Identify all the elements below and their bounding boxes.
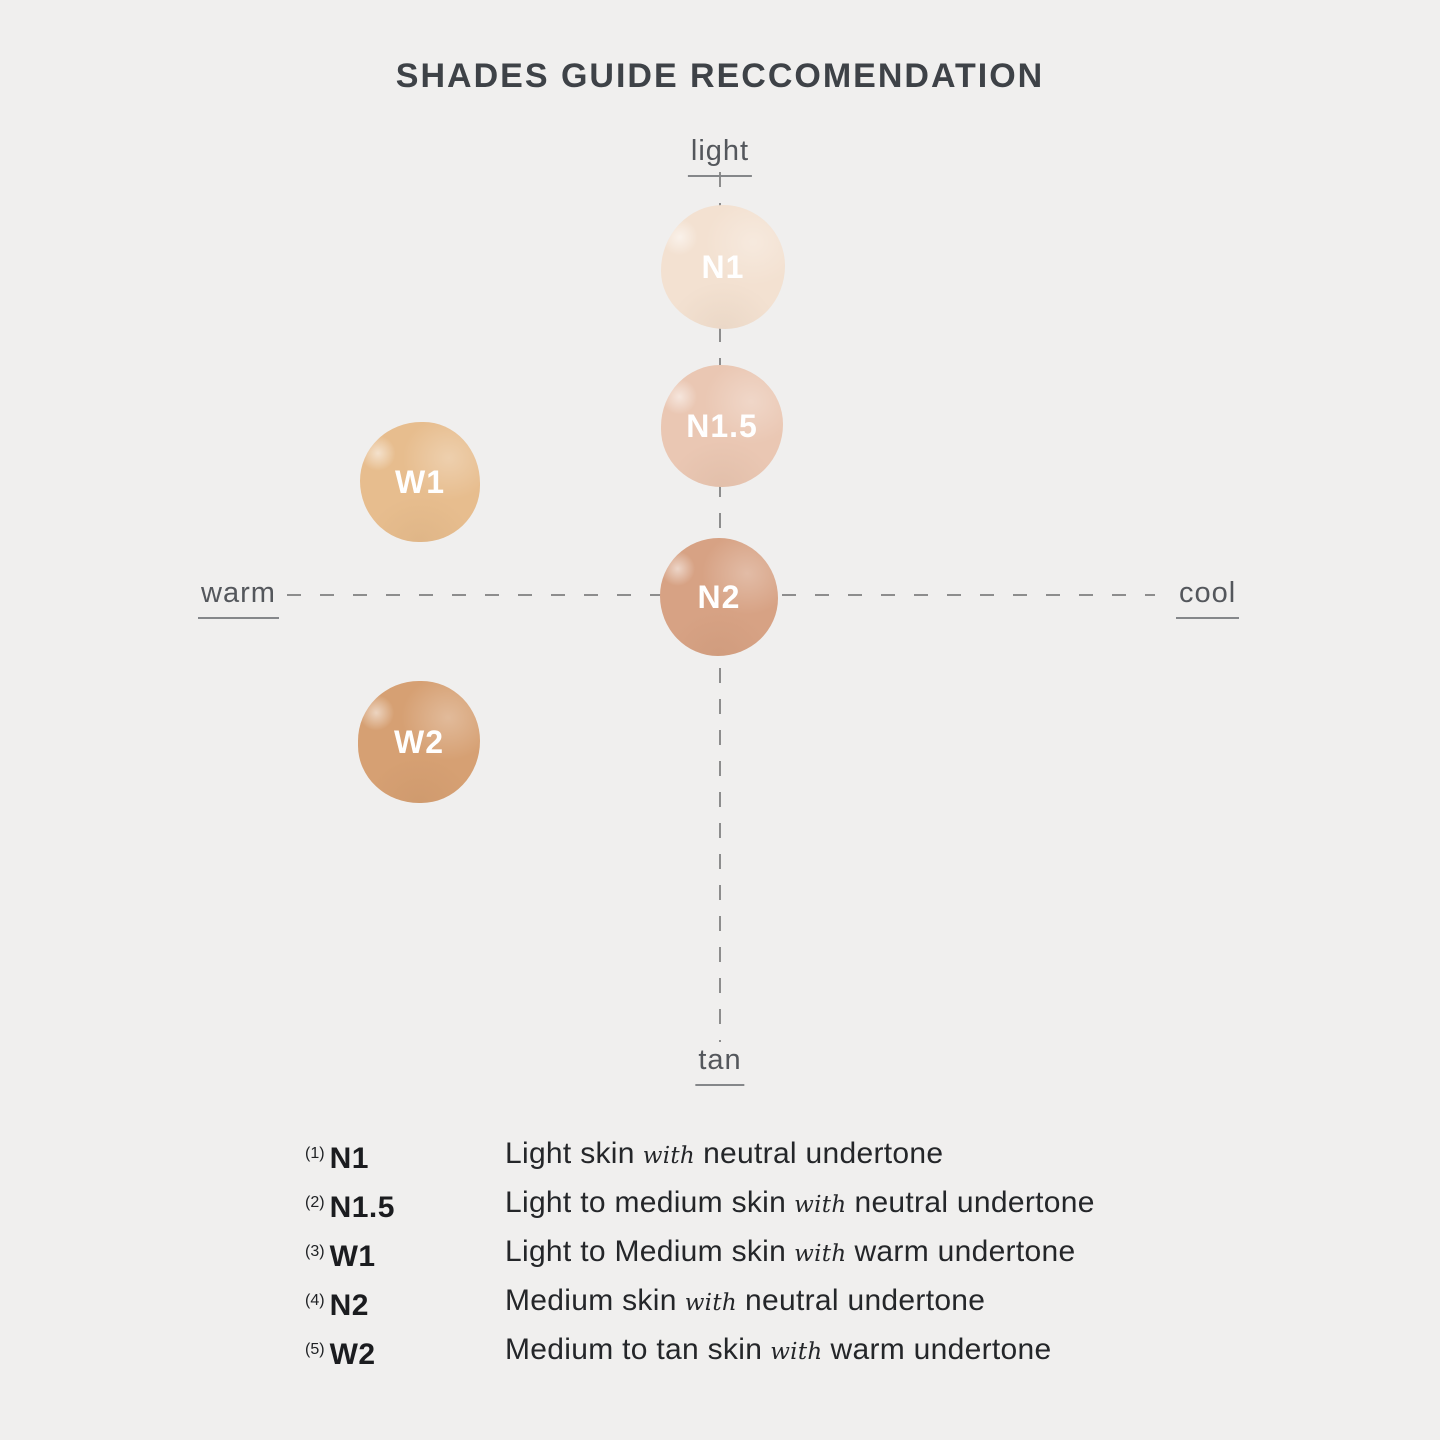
shade-swatch-w2 [358, 681, 480, 803]
shade-swatch-w1 [360, 422, 480, 542]
legend-index: (3) [305, 1243, 325, 1260]
legend-index: (2) [305, 1194, 325, 1211]
legend-row [305, 1276, 986, 1325]
shade-swatch-label: W1 [395, 463, 445, 500]
axis-label-light: light [688, 137, 752, 177]
legend-script-word: with [794, 1241, 847, 1267]
shade-swatch-label: W2 [394, 723, 444, 760]
legend-index: (1) [305, 1145, 325, 1162]
legend-shade-name: N2 [329, 1289, 369, 1322]
legend-description: Light skin with neutral undertone [505, 1137, 944, 1170]
shade-swatch-label: N1.5 [686, 407, 758, 444]
shade-legend [305, 1129, 1095, 1374]
legend-shade-name: N1 [329, 1142, 369, 1175]
legend-description: Light to Medium skin with warm undertone [505, 1235, 1076, 1268]
legend-row [305, 1178, 1095, 1227]
legend-row [305, 1227, 1076, 1276]
legend-script-word: with [770, 1339, 823, 1365]
legend-index: (4) [305, 1292, 325, 1309]
legend-description: Light to medium skin with neutral undertone [505, 1186, 1095, 1219]
shade-swatch-label: N1 [701, 248, 745, 285]
legend-shade-name: W1 [329, 1240, 376, 1273]
axis-label-tan: tan [695, 1046, 744, 1086]
shade-swatch-n2 [660, 538, 778, 656]
legend-description: Medium to tan skin with warm undertone [505, 1333, 1052, 1366]
legend-description: Medium skin with neutral undertone [505, 1284, 986, 1317]
shade-swatch-label: N2 [697, 578, 741, 615]
axis-label-warm: warm [198, 579, 279, 619]
legend-shade-name: N1.5 [329, 1191, 395, 1224]
legend-row [305, 1325, 1052, 1374]
legend-script-word: with [794, 1192, 847, 1218]
legend-row [305, 1129, 944, 1178]
legend-script-word: with [642, 1143, 696, 1169]
legend-script-word: with [684, 1290, 737, 1316]
page-title: SHADES GUIDE RECCOMENDATION [395, 57, 1045, 95]
legend-index: (5) [305, 1341, 325, 1358]
axis-label-cool: cool [1176, 579, 1239, 619]
shade-swatch-n1 [661, 205, 785, 329]
legend-shade-name: W2 [329, 1338, 376, 1371]
shade-swatch-n1-5 [661, 365, 783, 487]
